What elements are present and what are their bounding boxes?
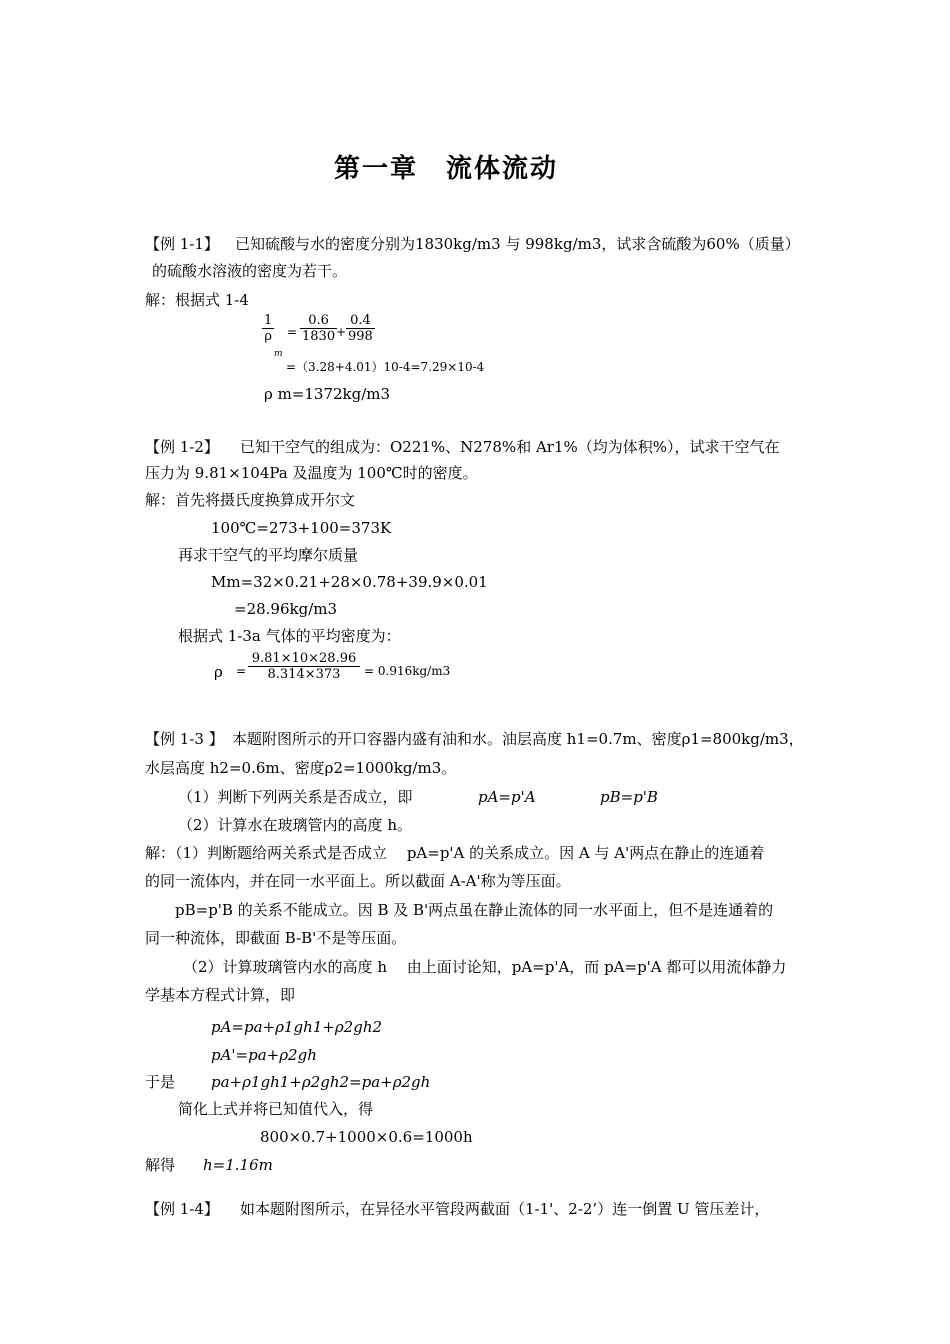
example-1-3-solution-line5: （2）计算玻璃管内水的高度 h 由上面讨论知，pA=p'A，而 pA=p'A 都可以用流体静力	[183, 958, 787, 976]
equation-pa: pA=pa+ρ1gh1+ρ2gh2	[211, 1018, 383, 1036]
example-1-3-solution-line1: 解：（1）判断题给两关系式是否成立 pA=p'A 的关系成立。因 A 与 A'两点在静止的连通着	[145, 844, 765, 862]
plus-sign: +	[336, 325, 347, 339]
density-fraction: $\frac{9.81\times 10\times 28.96}{8.314\times 373}$	[248, 651, 360, 682]
result-label: 解得	[145, 1156, 176, 1174]
simplify-line: 简化上式并将已知值代入，得	[178, 1100, 374, 1118]
equation-numeric: 800×0.7+1000×0.6=1000h	[260, 1128, 473, 1146]
equation-pa-prime: pA'=pa+ρ2gh	[211, 1046, 317, 1064]
example-1-2-solution-line6: 根据式 1-3a 气体的平均密度为：	[178, 627, 401, 645]
result-value: h=1.16m	[203, 1156, 273, 1174]
example-1-1-question-line1: 已知硫酸与水的密度分别为1830kg/m3 与 998kg/m3，试求含硫酸为60%（质量）	[235, 235, 800, 253]
example-1-3-solution-line2: 的同一流体内，并在同一水平面上。所以截面 A-A'称为等压面。	[145, 872, 571, 890]
example-1-3-question-line1: 本题附图所示的开口容器内盛有油和水。油层高度 h1=0.7m、密度ρ1=800kg/m3，	[232, 730, 804, 748]
example-1-3-solution-line6: 学基本方程式计算，即	[145, 986, 296, 1004]
example-1-3-question-line3: （1）判断下列两关系是否成立，即	[178, 788, 413, 806]
example-1-4-question-line1: 如本题附图所示，在异径水平管段两截面（1-1'、2-2’）连一倒置 U 管压差计，	[240, 1200, 770, 1218]
density-symbol: ρ	[214, 663, 223, 681]
example-1-1-line2: =（3.28+4.01）10-4=7.29×10-4	[286, 360, 485, 374]
density-result: = 0.916kg/m3	[364, 664, 451, 678]
example-1-2-solution-line4: Mm=32×0.21+28×0.78+39.9×0.01	[211, 573, 488, 591]
equals-sign: =	[287, 325, 298, 339]
example-1-2-solution-line5: =28.96kg/m3	[234, 600, 338, 618]
example-1-1-heading: 【例 1-1】	[145, 235, 219, 253]
example-1-3-question-line2: 水层高度 h2=0.6m、密度ρ2=1000kg/m3。	[145, 759, 457, 777]
fraction-1-over-rho: $\frac{1}{\rho}$	[264, 313, 273, 344]
equation-combined: pa+ρ1gh1+ρ2gh2=pa+ρ2gh	[211, 1073, 431, 1091]
relation-pa: pA=p'A	[478, 788, 536, 806]
example-1-3-question-line4: （2）计算水在玻璃管内的高度 h。	[178, 816, 412, 834]
example-1-2-solution-line3: 再求干空气的平均摩尔质量	[178, 546, 359, 564]
subscript-m: m	[274, 349, 283, 359]
example-1-1-solution-intro: 解：根据式 1-4	[145, 291, 249, 309]
fraction-0.4-over-998: $\frac{0.4}{998}$	[348, 313, 373, 344]
therefore-label: 于是	[145, 1073, 176, 1091]
example-1-2-solution-line2: 100℃=273+100=373K	[211, 519, 392, 537]
fraction-0.6-over-1830: $\frac{0.6}{1830}$	[302, 313, 336, 344]
example-1-1-question-line2: 的硫酸水溶液的密度为若干。	[152, 262, 348, 280]
example-1-3-solution-line3: pB=p'B 的关系不能成立。因 B 及 B'两点虽在静止流体的同一水平面上，但不是连通着的	[175, 901, 774, 919]
example-1-1-result: ρ m=1372kg/m3	[264, 385, 391, 403]
equals-sign-2: =	[236, 664, 247, 678]
example-1-3-heading: 【例 1-3 】	[145, 730, 224, 748]
page-title: 第一章 流体流动	[334, 154, 559, 184]
example-1-4-heading: 【例 1-4】	[145, 1200, 219, 1218]
example-1-3-solution-line4: 同一种流体，即截面 B-B'不是等压面。	[145, 929, 407, 947]
example-1-2-solution-line1: 解：首先将摄氏度换算成开尔文	[145, 491, 356, 509]
example-1-2-heading: 【例 1-2】	[145, 438, 219, 456]
relation-pb: pB=p'B	[600, 788, 658, 806]
example-1-2-question-line1: 已知干空气的组成为：O221%、N278%和 Ar1%（均为体积%），试求干空气在	[240, 438, 780, 456]
example-1-2-question-line2: 压力为 9.81×104Pa 及温度为 100℃时的密度。	[145, 464, 478, 482]
